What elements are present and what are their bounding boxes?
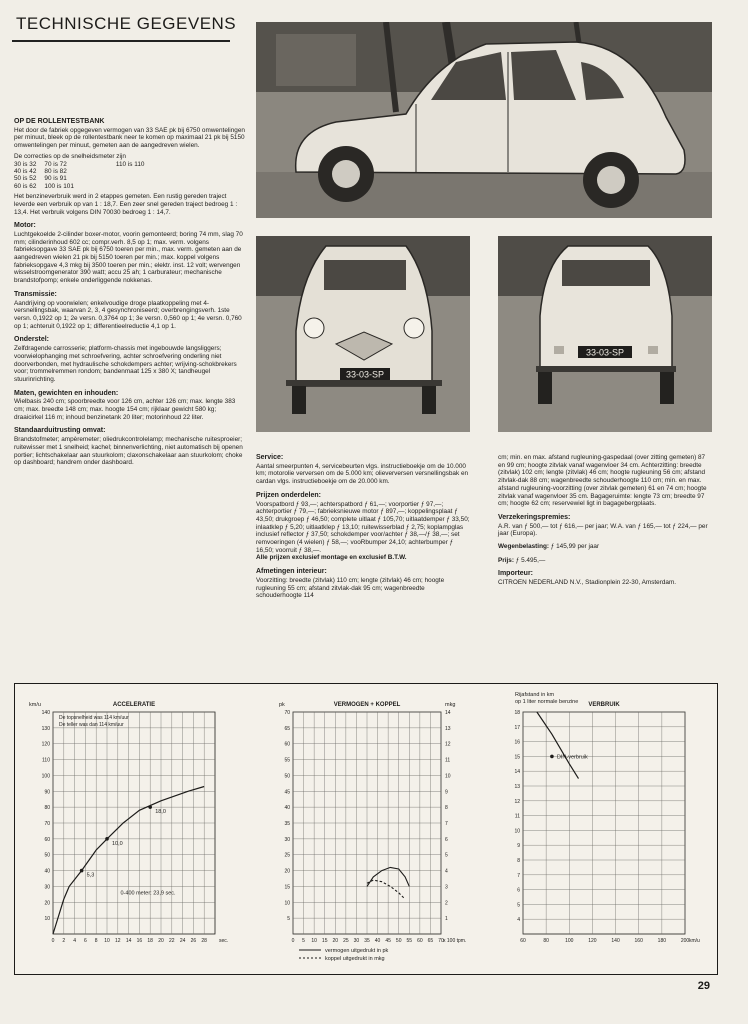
y-axis-label-right: mkg [445, 702, 456, 708]
rollentest-text: Het door de fabriek opgegeven vermogen van 33 SAE pk bij 6750 omwentelingen per minuut, bleek op de rollentestbank neer te komen op maximaal 21 pk bij 5150 omwentelingen per minuut, gemeten aan de aangedreven wielen. [14, 126, 245, 150]
prijzen-text: Voorspatbord ƒ 93,—; achterspatbord ƒ 61,—; voorportier ƒ 97,—; achterportier ƒ 79,—; fabrieksnieuwe motor ƒ 897,—; koppelingsplaat ƒ 43,50; drukgroep ƒ 46,50; complete uitlaat ƒ 105,70; uitlaatdemper ƒ 33,50; inlaatklep ƒ 5,20; uitlaatklep ƒ 13,10; ruitewisserblad ƒ 2,75; koplampglas inclusief reflector ƒ 37,50; schokdemper voor/achter ƒ 38,—/ƒ 38,—; set remvoeringen (4 wielen) ƒ 58,—; vooRbumper 24,10; achterbumper ƒ 16,50; voorruit ƒ 38,—. [256, 500, 470, 554]
y-tick-label: 5 [517, 902, 520, 909]
y-tick-label: 50 [284, 773, 290, 780]
plot-frame [523, 712, 685, 934]
y-axis-label: op 1 liter normale benzine [515, 699, 579, 705]
y-tick-label: 50 [44, 852, 50, 859]
x-tick-label: 35 [364, 938, 370, 944]
y-tick-label: 80 [44, 805, 50, 812]
importeur-heading: Importeur: [498, 570, 533, 578]
y-right-tick-label: 13 [445, 725, 451, 732]
x-tick-label: 8 [94, 938, 98, 944]
y-tick-label: 5 [287, 916, 290, 923]
y-right-tick-label: 14 [445, 710, 451, 716]
x-tick-label: 24 [179, 938, 186, 944]
speedo-correction-table [14, 161, 152, 191]
y-tick-label: 60 [284, 741, 290, 748]
x-tick-label: 60 [417, 938, 423, 944]
y-tick-label: 20 [44, 900, 50, 907]
x-axis-label: sec. [219, 938, 229, 944]
y-right-tick-label: 6 [445, 836, 448, 843]
prijzen-heading: Prijzen onderdelen: [256, 491, 321, 499]
y-tick-label: 130 [41, 725, 50, 732]
uitrusting-text: Brandstofmeter; ampèremeter; oliedrukcontrolelamp; mechanische ruitesproeier; ruitewisser met 1 snelheid; kachel; binnenverlichting, niet automatisch bij openen portier; lichtschakelaar aan stuurkolom; claxonschakelaar aan stuurkolom; choke op dashboard; handrem onder dashboard. [14, 436, 243, 467]
legend-label: koppel uitgedrukt in mkg [325, 956, 385, 962]
maten-text: Wielbasis 240 cm; spoorbreedte voor 126 cm, achter 126 cm; max. lengte 383 cm; max. breedte 148 cm; max. hoogte 154 cm; rijklaar gewicht 580 kg; draaicirkel 116 m; inhoud benzinetank 20 liter; motorinhoud 22 liter. [14, 398, 236, 421]
prijzen-note: Alle prijzen exclusief montage en exclusief B.T.W. [256, 554, 407, 562]
service-text: Aantal smeerpunten 4, servicebeurten vlgs. instructieboekje om de 10.000 km; motorolie verversen om de 5.000 km; olieverversen versnellingsbak en cardan vlgs. instructieboekje om de 20.000 km. [256, 462, 469, 486]
data-label: DIN-verbruik [556, 754, 588, 761]
y-tick-label: 70 [44, 821, 50, 827]
fuel-test-text: Het benzineverbruik werd in 2 etappes gemeten. Een rustig gereden traject leverde een verbruik op van 1 : 18,7. Een zeer snel gereden traject bedroeg 1 : 13,4. Het verbruik volgens DIN 70030 bedroeg 1 : 14,7. [14, 193, 238, 216]
y-tick-label: 11 [514, 813, 520, 820]
service-heading: Service: [256, 454, 284, 461]
x-tick-label: 25 [343, 938, 349, 944]
motor-text: Luchtgekoelde 2-cilinder boxer-motor, voorin gemonteerd; boring 74 mm, slag 70 mm; cilinderinhoud 602 cc; compr.verh. 8,5 op 1; max. verm. volgens fabrieksopgave 33 SAE pk bij 6750 toeren per min., max. verm. gemeten aan de aangedreven wielen 21 pk bij 5150 toeren per min.; max. koppel volgens fabrieksopgave 4,3 mkg bij 3500 toeren per min.; elektr. inst. 12 volt; wervengen wisselstroomgenerator 390 watt; accu 25 ah; 1 carburateur; mechanische brandstofpomp; enkele onderliggende nokkenas. [14, 230, 243, 285]
y-tick-label: 8 [517, 858, 520, 864]
verzekering-heading: Verzekeringspremies: [498, 513, 571, 521]
series-line [367, 880, 405, 899]
y-tick-label: 65 [284, 725, 290, 732]
prijs-heading: Prijs: [498, 556, 514, 564]
x-tick-label: 12 [115, 938, 121, 944]
x-tick-label: 0 [51, 938, 55, 944]
x-tick-label: 5 [302, 938, 305, 944]
x-tick-label: 120 [588, 938, 597, 944]
onderstel-text: Zelfdragende carrosserie; platform-chassis met ingebouwde langsliggers; voorwielophanging met schroefvering, achter schroefvering onderling niet doorverbonden, met hydraulische schokdempers achter; wrijving-schokbrekers voor; trommelremmen rondom; bandenmaat 125 x 380 X; tandheugel stuurinrichting. [14, 345, 237, 383]
y-tick-label: 17 [514, 724, 520, 731]
y-tick-label: 13 [514, 784, 520, 790]
y-right-tick-label: 3 [445, 884, 448, 891]
x-tick-label: 6 [84, 938, 87, 944]
x-tick-label: 55 [406, 938, 413, 944]
x-tick-label: 160 [634, 938, 643, 944]
y-right-tick-label: 2 [445, 900, 448, 907]
spec-column-right [498, 454, 712, 590]
y-axis-label: km/u [29, 702, 41, 708]
front-plate-text: 33-03-SP [345, 369, 385, 380]
table-cell: 30 is 32 [14, 160, 37, 168]
page-title: TECHNISCHE GEGEVENS [16, 14, 237, 33]
transmissie-text: Aandrijving op voorwielen; enkelvoudige droge plaatkoppeling met 4-versnellingsbak, waarvan 2, 3, 4 gesynchroniseerd; overbrengingsverh. 1ste versn. 0,1922 op 1; 2e versn. 0,3764 op 1; 3e versn. 0,560 op 1; 4e versn. 0,760 op 1; achteruit 0,1922 op 1; differentieelreductie 4,1 op 1. [14, 299, 242, 330]
y-tick-label: 12 [514, 798, 520, 805]
y-tick-label: 55 [284, 757, 290, 764]
y-tick-label: 14 [514, 769, 520, 776]
x-axis-label: x 100 tpm. [443, 938, 467, 944]
rear-plate-text: 33-03-SP [585, 347, 625, 358]
title-rule [12, 40, 230, 42]
y-tick-label: 15 [514, 754, 520, 761]
data-label: 18,0 [155, 809, 166, 816]
spec-column-middle [256, 454, 470, 603]
rollentest-heading: OP DE ROLLENTESTBANK [14, 118, 105, 125]
y-tick-label: 15 [284, 884, 290, 891]
x-tick-label: 70 [438, 938, 444, 944]
data-label: 10,0 [112, 840, 123, 847]
series-line [537, 712, 579, 779]
chart-title: ACCELERATIE [112, 702, 156, 708]
legend-label: vermogen uitgedrukt in pk [325, 948, 389, 954]
table-cell: 40 is 42 [14, 167, 37, 175]
x-tick-label: 20 [332, 938, 339, 944]
y-right-tick-label: 4 [445, 868, 448, 875]
wegenbelasting-heading: Wegenbelasting: [498, 543, 550, 551]
prijs-text: ƒ 5.495,— [515, 556, 546, 564]
data-point [80, 869, 84, 873]
x-tick-label: 45 [385, 938, 391, 944]
x-tick-label: 80 [543, 938, 549, 944]
speedo-correction-intro: De correcties op de snelheidsmeter zijn [14, 152, 126, 160]
y-tick-label: 10 [284, 900, 290, 907]
x-tick-label: 22 [169, 938, 175, 944]
x-tick-label: 28 [201, 938, 207, 944]
transmissie-heading: Transmissie: [14, 290, 57, 298]
x-tick-label: 100 [565, 938, 574, 944]
y-tick-label: 30 [44, 884, 50, 891]
x-tick-label: 18 [147, 938, 153, 944]
table-cell: 60 is 62 [14, 182, 37, 190]
x-tick-label: 200 [680, 938, 690, 944]
y-tick-label: 30 [284, 836, 290, 843]
table-cell: 100 is 101 [44, 182, 74, 190]
interieur-continued-text: cm; min. en max. afstand rugleuning-gaspedaal (over zitting gemeten) 87 en 99 cm; hoogte zitvlak vanaf wagenvloer 34 cm. Achterzitting: breedte (zitvlak) 102 cm; lengte (zitvlak) 46 cm; hoogte rugleuning 56 cm; afstand zitvlak-dak 88 cm; wagenbreedte schouderhoogte 110 cm; min. en max. afstand rugleuning-voorzitting (over zitvlak gemeten) 61 en 74 cm; hoogte zitvlak vanaf wagenvloer 35 cm. Bagageruimte: lengte 73 cm; breedte 97 cm; hoogte 62 cm; reservewiel ligt in bagagebergplaats. [498, 454, 707, 508]
y-tick-label: 6 [517, 887, 520, 894]
photo-rear-view [498, 236, 712, 432]
y-tick-label: 70 [284, 710, 290, 716]
spec-column-left [14, 118, 246, 470]
afmetingen-heading: Afmetingen interieur: [256, 568, 327, 576]
y-tick-label: 140 [41, 710, 50, 716]
y-axis-label: pk [279, 702, 285, 708]
y-right-tick-label: 7 [445, 821, 448, 827]
y-tick-label: 10 [44, 916, 50, 923]
y-right-tick-label: 11 [445, 757, 451, 764]
x-tick-label: 14 [125, 938, 132, 944]
y-right-tick-label: 5 [445, 852, 448, 859]
y-tick-label: 25 [284, 852, 290, 859]
y-tick-label: 7 [517, 872, 520, 879]
motor-heading: Motor: [14, 222, 36, 230]
chart-note: De topsnelheid was 114 km/uur [59, 715, 129, 721]
y-right-tick-label: 10 [445, 773, 451, 780]
x-tick-label: 4 [73, 938, 76, 944]
data-point [148, 805, 152, 809]
x-tick-label: 0 [291, 938, 295, 944]
x-tick-label: 180 [657, 938, 667, 944]
data-point [550, 755, 554, 759]
y-tick-label: 40 [44, 868, 50, 875]
y-right-tick-label: 9 [445, 789, 448, 796]
y-right-tick-label: 8 [445, 805, 448, 812]
charts-panel [14, 683, 718, 975]
table-cell: 50 is 52 [14, 175, 37, 183]
y-tick-label: 20 [284, 868, 290, 875]
afmetingen-text: Voorzitting: breedte (zitvlak) 110 cm; lengte (zitvlak) 46 cm; hoogte rugleuning 55 cm; afstand zitvlak-dak 95 cm; wagenbreedte schouderhoogte 114 [256, 576, 445, 600]
chart-annotation: 0-400 meter: 23,9 sec. [120, 890, 176, 897]
chart-note: De teller was dan 114 km/uur [59, 722, 124, 728]
x-tick-label: 140 [611, 938, 620, 944]
x-tick-label: 50 [395, 938, 402, 944]
onderstel-heading: Onderstel: [14, 336, 50, 344]
data-point [105, 837, 109, 841]
x-tick-label: 10 [104, 938, 110, 944]
x-tick-label: 2 [62, 938, 66, 944]
wegenbelasting-text: ƒ 145,99 per jaar [550, 543, 600, 551]
x-tick-label: 40 [374, 938, 381, 944]
x-axis-label: km/u [689, 938, 700, 944]
x-tick-label: 15 [321, 938, 328, 944]
y-tick-label: 90 [44, 789, 50, 796]
y-tick-label: 45 [284, 789, 290, 796]
table-cell: 70 is 72 [44, 160, 67, 168]
x-tick-label: 65 [427, 938, 434, 944]
y-right-tick-label: 12 [445, 741, 451, 748]
y-axis-label: Rijafstand in km [515, 692, 555, 698]
y-tick-label: 60 [44, 836, 50, 843]
maten-heading: Maten, gewichten en inhouden: [14, 389, 119, 397]
y-right-tick-label: 1 [445, 916, 448, 923]
page-number: 29 [697, 980, 710, 992]
table-cell: 110 is 110 [115, 160, 145, 168]
table-cell: 80 is 82 [44, 167, 67, 175]
chart-title: VERBRUIK [588, 702, 620, 708]
charts-svg [15, 684, 717, 974]
x-tick-label: 60 [520, 938, 526, 944]
photo-front-view [256, 236, 470, 432]
y-tick-label: 100 [41, 773, 50, 780]
y-tick-label: 4 [517, 917, 520, 924]
x-tick-label: 26 [190, 938, 197, 944]
y-tick-label: 9 [517, 843, 520, 850]
data-label: 5,3 [86, 872, 95, 879]
verzekering-text: A.R. van ƒ 500,— tot ƒ 616,— per jaar; W.A. van ƒ 165,— tot ƒ 224,— per jaar (Europa). [498, 522, 708, 538]
x-tick-label: 16 [136, 938, 143, 944]
y-tick-label: 18 [514, 710, 520, 716]
table-cell: 90 is 91 [44, 175, 67, 183]
photo-side-view [256, 22, 712, 218]
importeur-text: CITROEN NEDERLAND N.V., Stadionplein 22-30, Amsterdam. [498, 579, 677, 587]
x-tick-label: 20 [158, 938, 164, 944]
y-tick-label: 16 [514, 739, 520, 746]
x-tick-label: 30 [353, 938, 360, 944]
y-tick-label: 35 [284, 821, 290, 827]
y-tick-label: 40 [284, 805, 290, 812]
x-tick-label: 10 [311, 938, 317, 944]
y-tick-label: 10 [514, 828, 520, 835]
y-tick-label: 110 [42, 757, 50, 764]
chart-title: VERMOGEN + KOPPEL [333, 702, 401, 708]
uitrusting-heading: Standaarduitrusting omvat: [14, 427, 106, 435]
y-tick-label: 120 [41, 741, 50, 748]
